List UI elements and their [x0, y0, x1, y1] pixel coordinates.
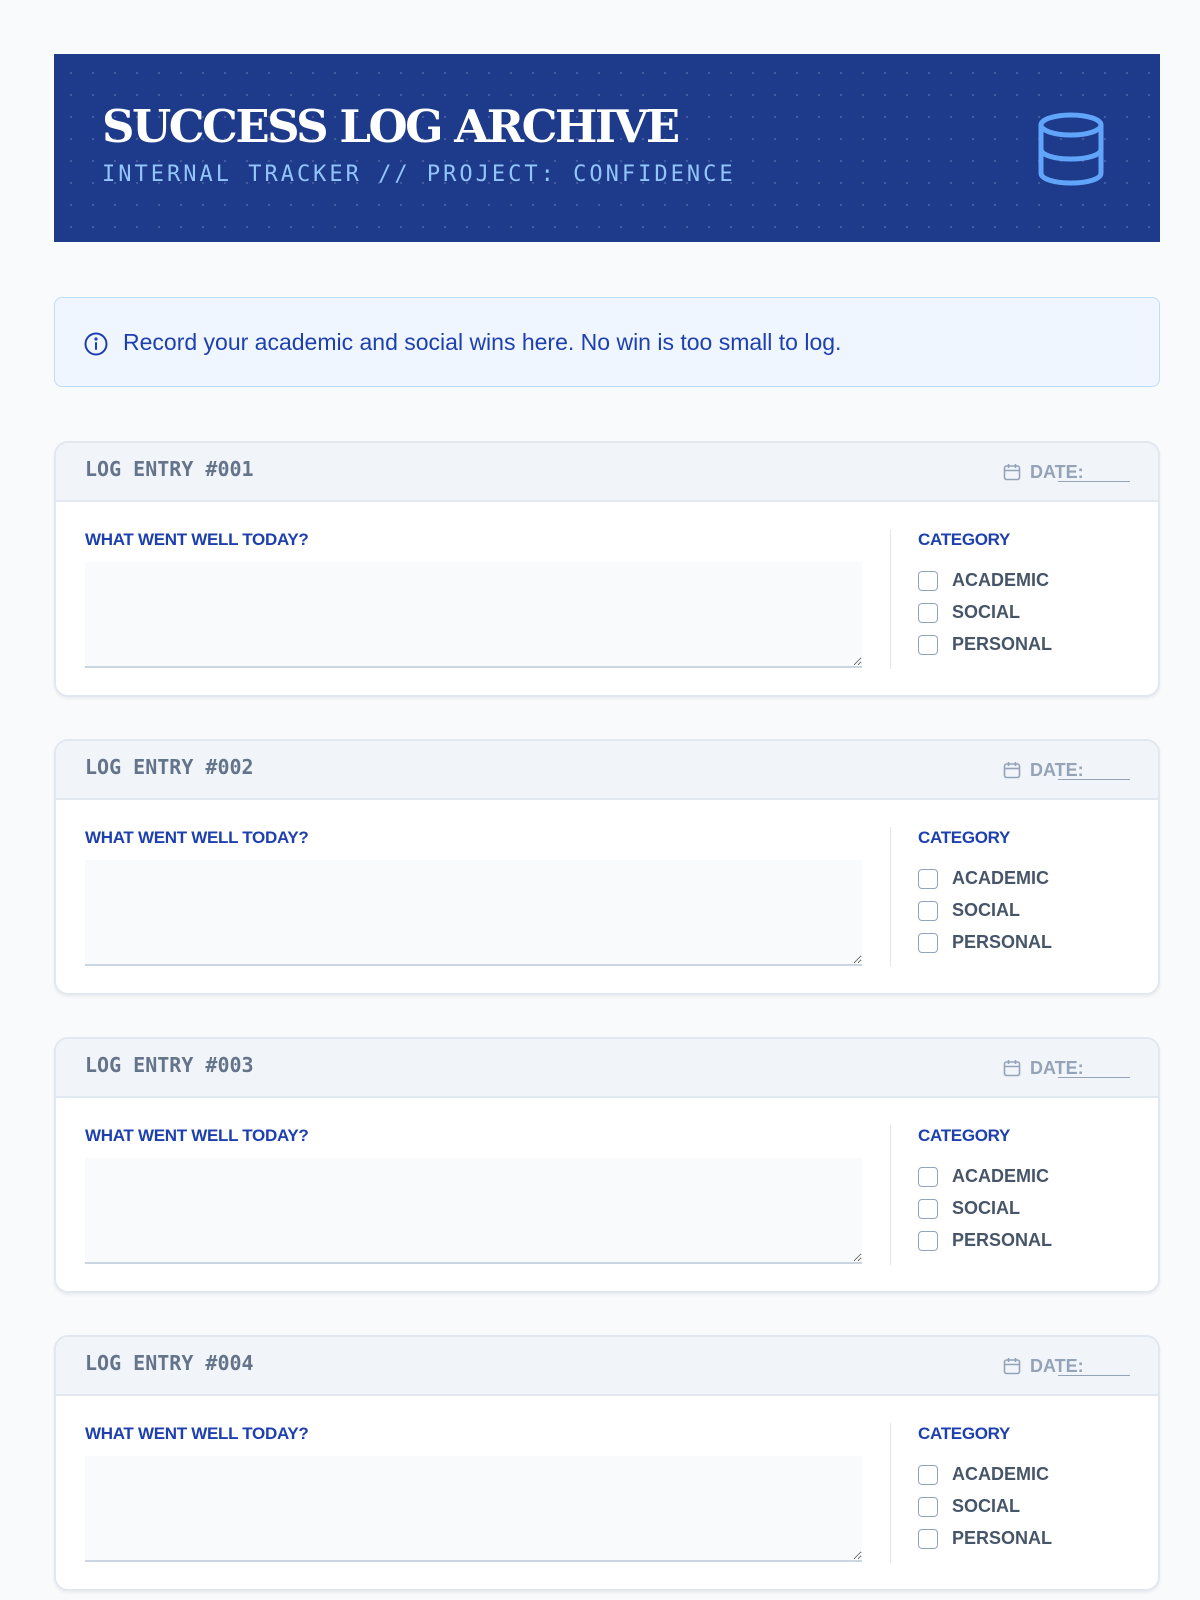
checkbox[interactable] — [918, 571, 938, 591]
column-divider — [890, 1125, 891, 1265]
question-label: WHAT WENT WELL TODAY? — [85, 828, 309, 847]
calendar-icon — [1002, 1356, 1022, 1376]
date-label: DATE: — [1030, 1058, 1084, 1078]
checkbox[interactable] — [918, 901, 938, 921]
answer-field[interactable] — [85, 860, 862, 966]
category-option-label: PERSONAL — [952, 932, 1053, 952]
info-circle-icon — [83, 331, 109, 357]
date-input-line[interactable] — [1058, 481, 1130, 482]
log-entry — [54, 441, 1160, 697]
info-banner — [54, 297, 1160, 387]
entry-title: LOG ENTRY #003 — [85, 1053, 254, 1077]
info-text: Record your academic and social wins here. No win is too small to log. — [123, 329, 842, 355]
date-field[interactable] — [1030, 759, 1130, 781]
calendar-icon — [1002, 1058, 1022, 1078]
category-option-label: PERSONAL — [952, 1528, 1053, 1548]
category-option-label: SOCIAL — [952, 1496, 1021, 1516]
database-icon — [1035, 110, 1107, 188]
category-label: CATEGORY — [918, 1126, 1011, 1145]
calendar-icon — [1002, 462, 1022, 482]
question-label: WHAT WENT WELL TODAY? — [85, 530, 309, 549]
date-field[interactable] — [1030, 1057, 1130, 1079]
answer-field[interactable] — [85, 1456, 862, 1562]
page-title: SUCCESS LOG ARCHIVE — [102, 100, 678, 153]
page-subtitle: INTERNAL TRACKER // PROJECT: CONFIDENCE — [102, 162, 736, 187]
question-label: WHAT WENT WELL TODAY? — [85, 1424, 309, 1443]
checkbox[interactable] — [918, 1199, 938, 1219]
calendar-icon — [1002, 760, 1022, 780]
log-entry — [54, 1335, 1160, 1591]
date-label: DATE: — [1030, 760, 1084, 780]
answer-field[interactable] — [85, 562, 862, 668]
log-entry — [54, 1037, 1160, 1293]
column-divider — [890, 529, 891, 669]
date-label: DATE: — [1030, 462, 1084, 482]
date-field[interactable] — [1030, 1355, 1130, 1377]
column-divider — [890, 827, 891, 967]
category-label: CATEGORY — [918, 530, 1011, 549]
entry-header — [56, 1337, 1158, 1396]
date-label: DATE: — [1030, 1356, 1084, 1376]
entry-title: LOG ENTRY #001 — [85, 457, 254, 481]
checkbox[interactable] — [918, 635, 938, 655]
category-label: CATEGORY — [918, 828, 1011, 847]
checkbox[interactable] — [918, 1231, 938, 1251]
date-input-line[interactable] — [1058, 1077, 1130, 1078]
checkbox[interactable] — [918, 1465, 938, 1485]
checkbox[interactable] — [918, 603, 938, 623]
category-option-label: ACADEMIC — [952, 868, 1049, 888]
checkbox[interactable] — [918, 933, 938, 953]
category-option-label: ACADEMIC — [952, 1464, 1049, 1484]
category-option-label: ACADEMIC — [952, 570, 1049, 590]
category-option-label: SOCIAL — [952, 900, 1021, 920]
category-option-label: SOCIAL — [952, 602, 1021, 622]
question-label: WHAT WENT WELL TODAY? — [85, 1126, 309, 1145]
checkbox[interactable] — [918, 1167, 938, 1187]
category-option-label: ACADEMIC — [952, 1166, 1049, 1186]
category-option-label: PERSONAL — [952, 1230, 1053, 1250]
checkbox[interactable] — [918, 1497, 938, 1517]
page-header — [54, 54, 1160, 242]
entry-title: LOG ENTRY #002 — [85, 755, 254, 779]
category-option-label: SOCIAL — [952, 1198, 1021, 1218]
entry-title: LOG ENTRY #004 — [85, 1351, 254, 1375]
category-option-label: PERSONAL — [952, 634, 1053, 654]
answer-field[interactable] — [85, 1158, 862, 1264]
checkbox[interactable] — [918, 1529, 938, 1549]
checkbox[interactable] — [918, 869, 938, 889]
log-entry — [54, 739, 1160, 995]
entry-header — [56, 741, 1158, 800]
date-input-line[interactable] — [1058, 1375, 1130, 1376]
entry-header — [56, 443, 1158, 502]
category-label: CATEGORY — [918, 1424, 1011, 1443]
date-input-line[interactable] — [1058, 779, 1130, 780]
column-divider — [890, 1423, 891, 1563]
date-field[interactable] — [1030, 461, 1130, 483]
entry-header — [56, 1039, 1158, 1098]
